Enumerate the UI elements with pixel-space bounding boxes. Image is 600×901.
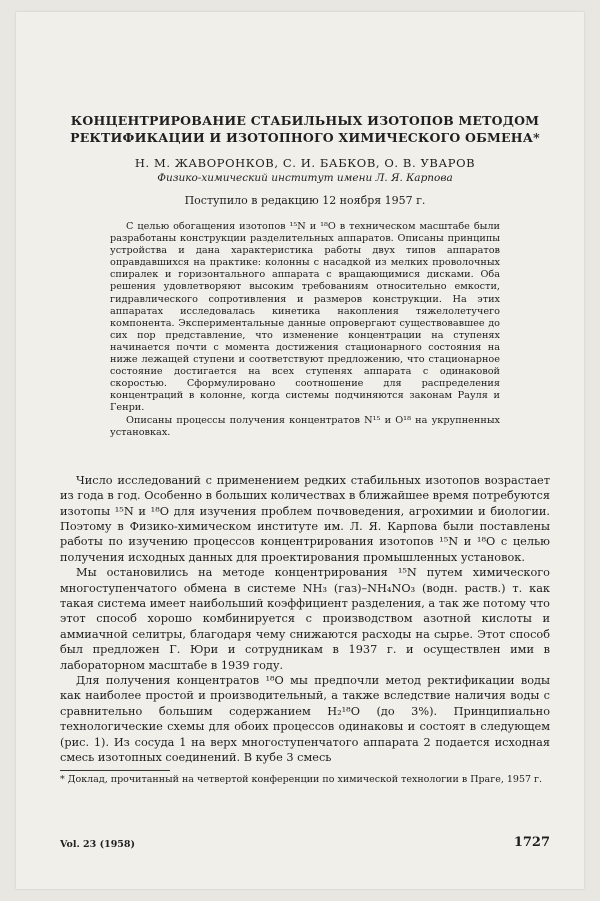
body-text <box>60 473 550 766</box>
footnote: * Доклад, прочитанный на четвертой конференции по химической технологии в Праге, 1957 г. <box>60 774 543 786</box>
authors: Н. М. ЖАВОРОНКОВ, С. И. БАБКОВ, О. В. УВАРОВ <box>134 156 476 170</box>
abstract-paragraph: Описаны процессы получения концентратов N¹⁵ и O¹⁸ на укрупненных установках. <box>110 414 500 438</box>
body-paragraph: Для получения концентратов ¹⁸O мы предпочли метод ректификации воды как наиболее простой и производительный, а также вследствие наличия воды с сравнительно большим содержанием H₂¹⁸O (до 3%). Принципиально технологические схемы для обоих процессов одинаковы и состоят в следующем (рис. 1). Из сосуда 1 на верх многоступенчатого аппарата 2 подается исходная смесь изотопных соединений. В кубе 3 смесь <box>60 673 550 764</box>
body-paragraph: Число исследований с применением редких стабильных изотопов возрастает из года в год. Особенно в больших количествах в ближайшее время потребуются изотопы ¹⁵N и ¹⁸O для изучения проблем почвоведения, агрохимии и биологии. Поэтому в Физико-химическом институте им. Л. Я. Карпова были поставлены работы по изучению процессов концентрирования изотопов ¹⁵N и ¹⁸O с целью получения исходных данных для проектирования промышленных установок. <box>60 473 550 564</box>
institute: Физико-химический институт имени Л. Я. Карпова <box>157 172 453 184</box>
volume-info: Vol. 23 (1958) <box>60 839 136 850</box>
page-footer <box>60 830 550 850</box>
footnote-divider <box>60 770 170 771</box>
article-title: КОНЦЕНТРИРОВАНИЕ СТАБИЛЬНЫХ ИЗОТОПОВ МЕТОДОМ РЕКТИФИКАЦИИ И ИЗОТОПНОГО ХИМИЧЕСКОГО ОБМЕНА* <box>70 113 540 145</box>
received-date: Поступило в редакцию 12 ноября 1957 г. <box>184 194 426 207</box>
abstract-paragraph: С целью обогащения изотопов ¹⁵N и ¹⁸O в техническом масштабе были разработаны конструкции разделительных аппаратов. Описаны принципы устройства и дана характеристика работы двух типов аппаратов оправдавшихся на практике: колонны с насадкой из мелких проволочных спиралек и горизонтального аппарата с вращающимися дисками. Оба решения удовлетворяют высоким требованиям относительно емкости, гидравлического сопротивления и размеров конструкции. На этих аппаратах исследовалась кинетика накопления тяжелолетучего компонента. Экспериментальные данные опровергают существовавшее до сих пор представление, что изменение концентрации на ступенях начинается почти с момента достижения стационарного состояния на ниже лежащей ступени и соответствуют предложению, что стационарное состояние достигается на всех ступенях аппарата с одинаковой скоростью. Сформулировано соотношение для распределения концентраций в колонне, когда системы подчиняются законам Рауля и Генри. <box>110 221 500 414</box>
page-number: 1727 <box>513 835 550 850</box>
body-paragraph: Мы остановились на методе концентрирования ¹⁵N путем химического многоступенчатого обмена в системе NH₃ (газ)–NH₄NO₃ (водн. раств.) т. как такая система имеет наибольший коэффициент разделения, а так же потому что этот способ хорошо комбинируется с производством азотной кислоты и аммиачной селитры, благодаря чему снижаются расходы на сырье. Этот способ был предложен Г. Юри и сотрудникам в 1937 г. и осуществлен ими в лабораторном масштабе в 1939 году. <box>60 566 550 672</box>
abstract <box>110 221 500 439</box>
page <box>16 12 584 889</box>
article-content <box>60 112 550 787</box>
